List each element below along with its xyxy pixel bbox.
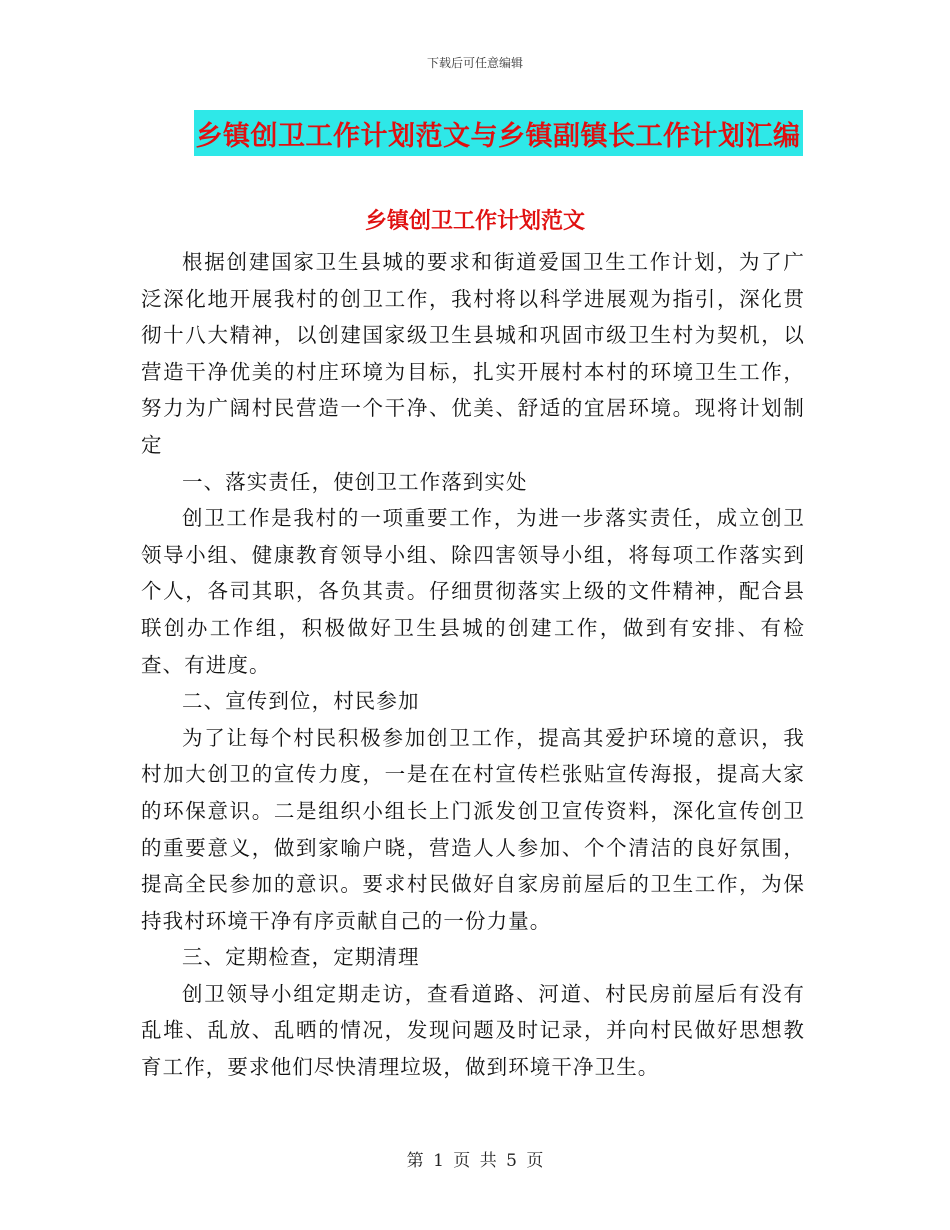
paragraph-section-2: 为了让每个村民积极参加创卫工作，提高其爱护环境的意识，我村加大创卫的宣传力度，一是在在村宣传栏张贴宣传海报，提高大家的环保意识。二是组织小组长上门派发创卫宣传资料，深化宣传创卫的重要意义，做到家喻户晓，营造人人参加、个个清洁的良好氛围，提高全民参加的意识。要求村民做好自家房前屋后的卫生工作，为保持我村环境干净有序贡献自己的一份力量。 [141,725,805,933]
paragraph-section-3: 创卫领导小组定期走访，查看道路、河道、村民房前屋后有没有乱堆、乱放、乱晒的情况，发现问题及时记录，并向村民做好思想教育工作，要求他们尽快清理垃圾，做到环境干净卫生。 [141,981,805,1080]
page-number: 第 1 页 共 5 页 [406,1151,544,1171]
heading-section-2: 二、宣传到位，村民参加 [182,689,420,714]
document-body [141,244,805,1086]
main-title: 乡镇创卫工作计划范文与乡镇副镇长工作计划汇编 [194,110,803,156]
section-title: 乡镇创卫工作计划范文 [364,209,585,234]
heading-section-3: 三、定期检查，定期清理 [182,945,420,970]
header-note: 下载后可任意编辑 [426,56,523,70]
paragraph-section-1: 创卫工作是我村的一项重要工作，为进一步落实责任，成立创卫领导小组、健康教育领导小组、除四害领导小组，将每项工作落实到个人，各司其职，各负其责。仔细贯彻落实上级的文件精神，配合县联创办工作组，积极做好卫生县城的创建工作，做到有安排、有检查、有进度。 [141,506,805,677]
main-title-container [0,110,950,156]
paragraph-intro: 根据创建国家卫生县城的要求和街道爱国卫生工作计划，为了广泛深化地开展我村的创卫工作，我村将以科学进展观为指引，深化贯彻十八大精神，以创建国家级卫生县城和巩固市级卫生村为契机，以营造干净优美的村庄环境为目标，扎实开展村本村的环境卫生工作，努力为广阔村民营造一个干净、优美、舒适的宜居环境。现将计划制定 [141,250,805,457]
heading-section-1: 一、落实责任，使创卫工作落到实处 [182,469,528,494]
